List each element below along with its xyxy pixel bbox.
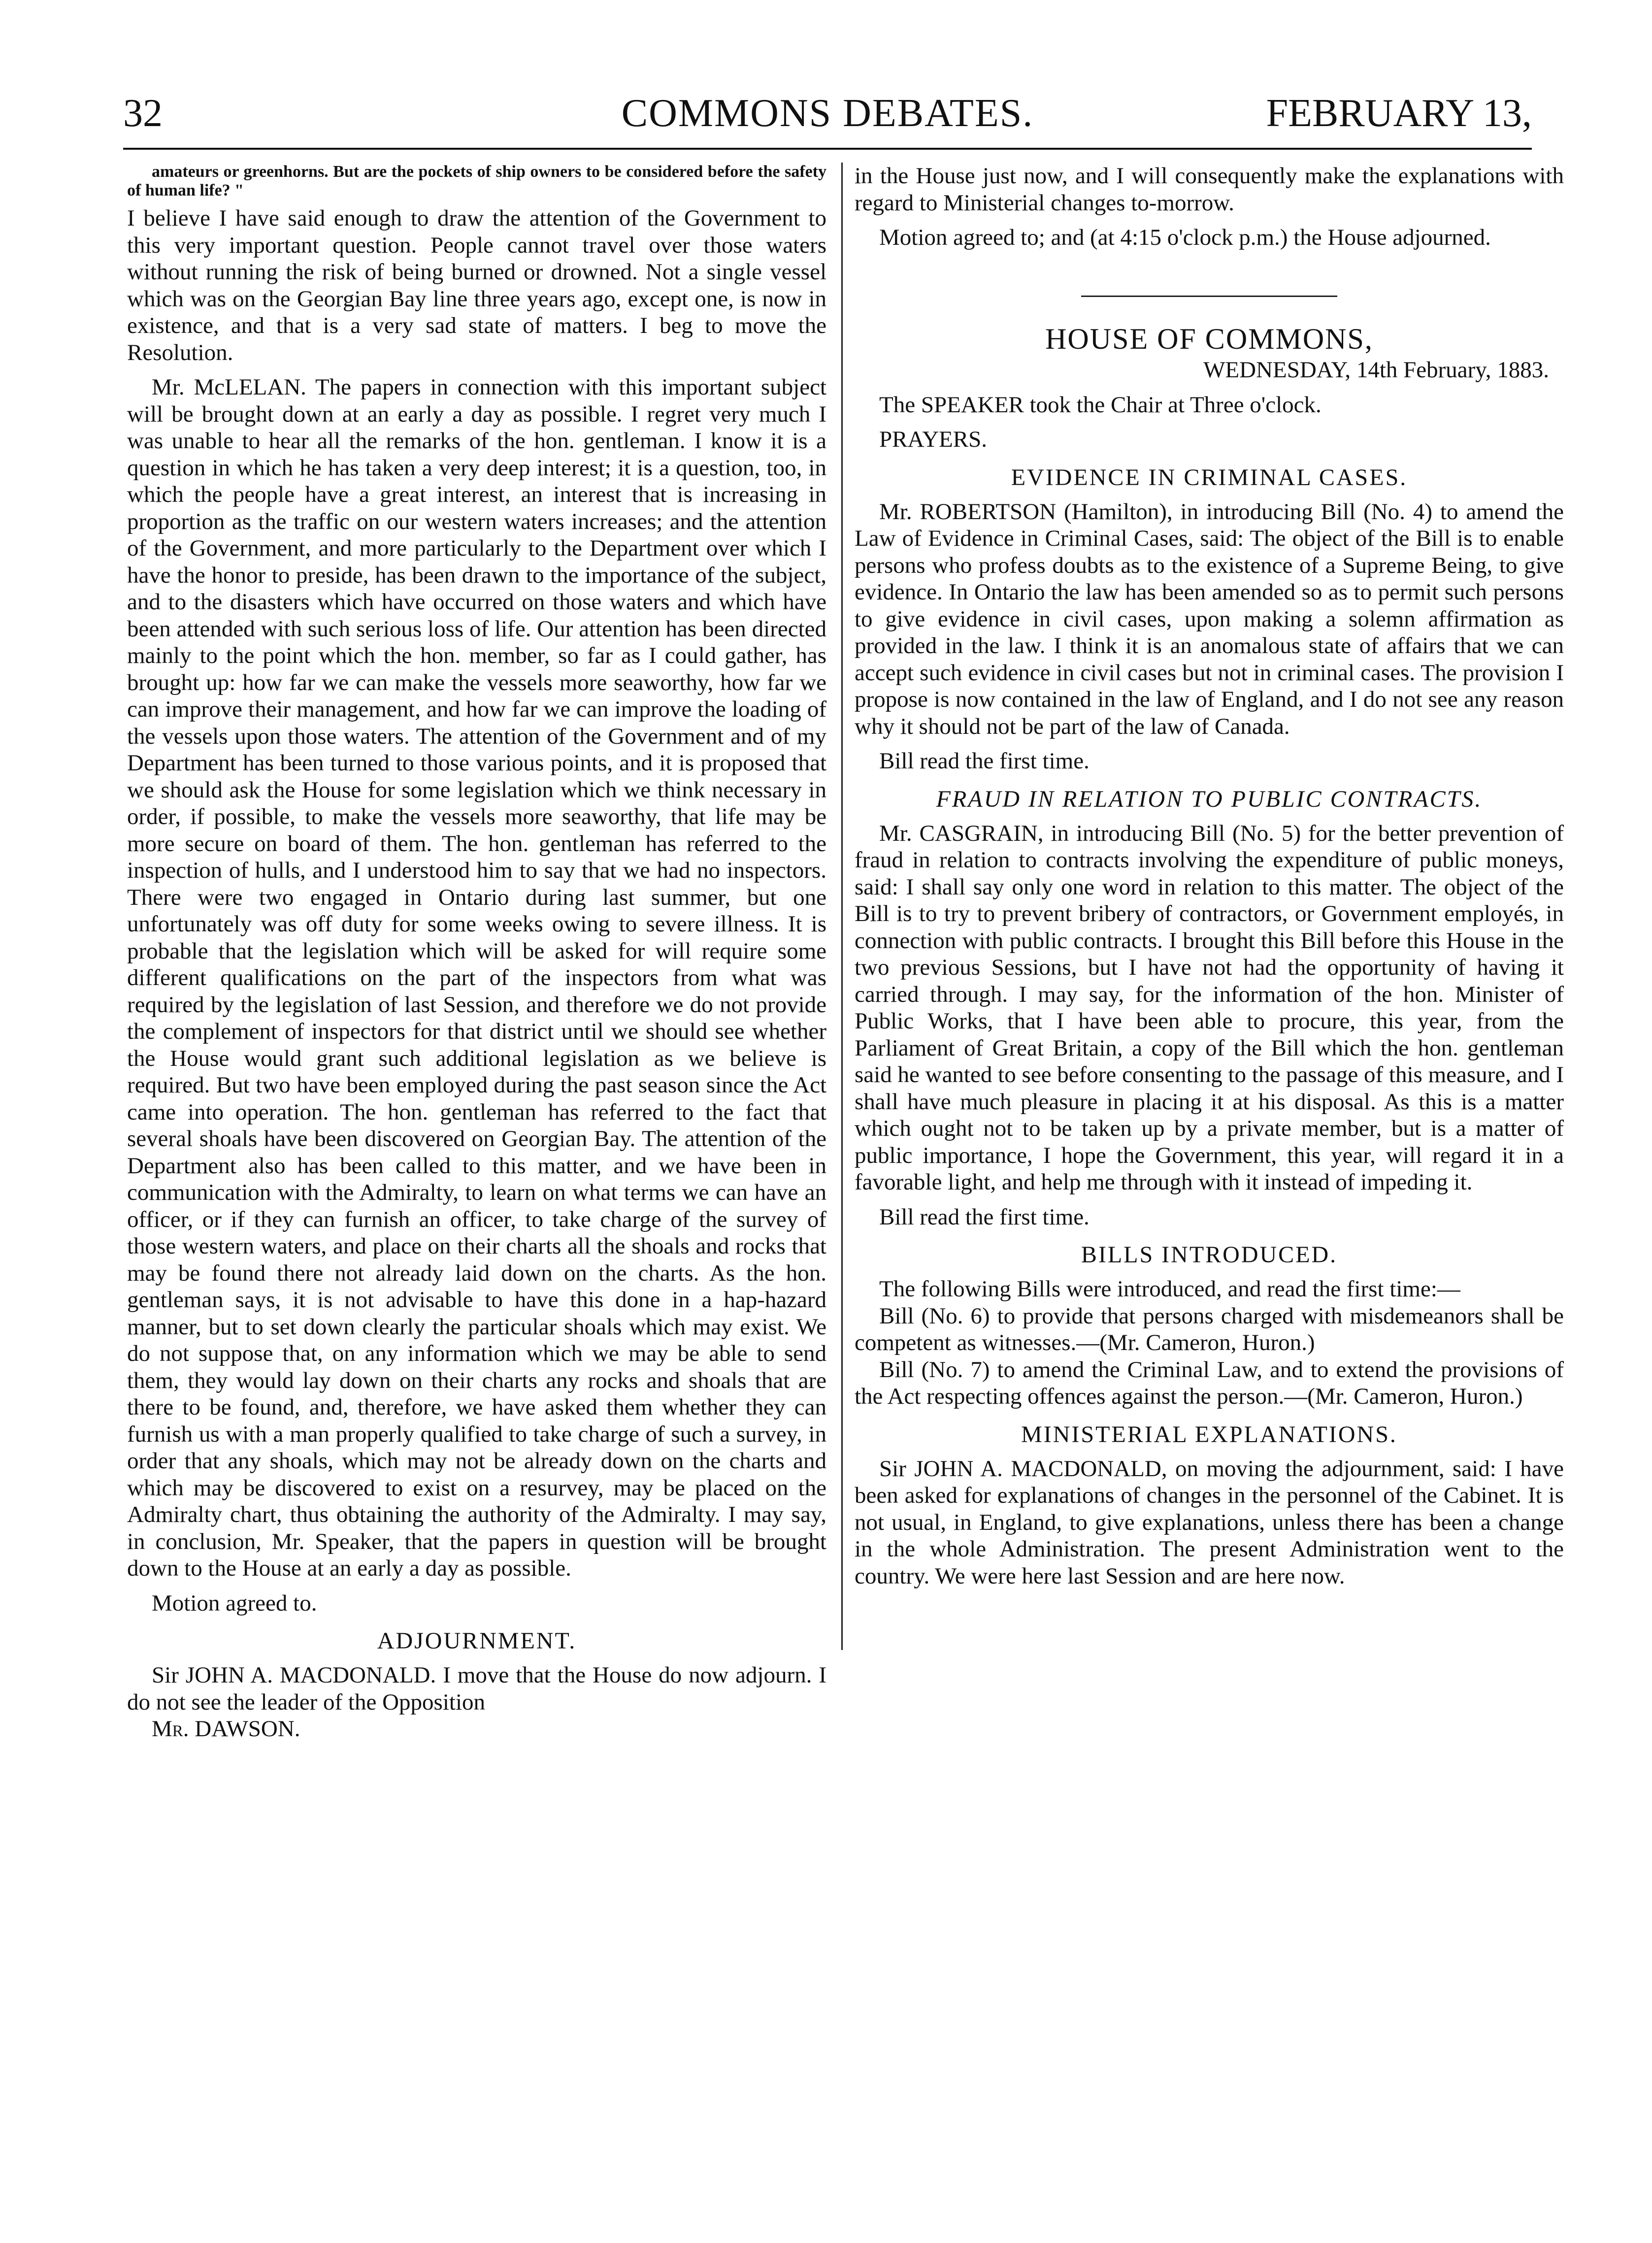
- left-column: [127, 163, 826, 1743]
- section-heading: ADJOURNMENT.: [377, 1628, 577, 1654]
- section-heading: BILLS INTRODUCED.: [1081, 1242, 1338, 1268]
- paragraph: Mr. ROBERTSON (Hamilton), in introducing Bill (No. 4) to amend the Law of Evidence in Criminal Cases, said: The object of the Bill is to enable persons who profess doubts as to the existence of a Supreme Being, to give evidence. In Ontario the law has been amended so as to permit such persons to give evidence in civil cases, upon making a solemn affirmation as provided in the law. I think it is an anomalous state of affairs that we can accept such evidence in civil cases but not in criminal cases. The provision I propose is now contained in the law of England, and I do not see any reason why it should not be part of the law of Canada.: [855, 498, 1564, 739]
- signature: Mr. DAWSON.: [152, 1716, 300, 1742]
- paragraph: Mr. CASGRAIN, in introducing Bill (No. 5) for the better prevention of fraud in relation to contracts involving the expenditure of public moneys, said: I shall say only one word in relation to this matter. The object of the Bill is to try to prevent bribery of contractors, or Government employés, in connection with public contracts. I brought this Bill before this House in the two previous Sessions, but I have not had the opportunity of having it carried through. I may say, for the information of the hon. Minister of Public Works, that I have been able to procure, this year, from the Parliament of Great Britain, a copy of the Bill which the hon. gentleman said he wanted to see before consenting to the passage of this measure, and I shall have much pleasure in placing it at his disposal. As this is a matter which ought not to be taken up by a private member, but is a matter of public importance, I hope the Government, this year, will regard it in a favorable light, and help me through with it instead of impeding it.: [855, 820, 1564, 1195]
- paragraph: Mr. McLELAN. The papers in connection with this important subject will be brought down at an early a day as possible. I regret very much I was unable to hear all the remarks of the hon. gentleman. I know it is a question in which he has taken a very deep interest; it is a question, too, in which the people have a great interest, an interest that is increasing in proportion as the traffic on our western waters increases; and the attention of the Government, and more particularly to the Department over which I have the honor to preside, has been drawn to the importance of the subject, and to the disasters which have occurred on those waters and which have been attended with such serious loss of life. Our attention has been directed mainly to the point which the hon. member, so far as I could gather, has brought up: how far we can make the vessels more seaworthy, how far we can improve their management, and how far we can improve the loading of the vessels upon those waters. The attention of the Government and of my Department has been turned to those various points, and it is proposed that we should ask the House for some legislation which we think necessary in order, if possible, to make the vessels more seaworthy, that life may be more secure on board of them. The hon. gentleman has referred to the inspection of hulls, and I understood him to say that we had no inspectors. There were two engaged in Ontario during last summer, but one unfortunately was off duty for some weeks owing to severe illness. It is probable that the legislation which will be asked for will require some different qualifications on the part of the inspectors from what was required by the legislation of last Session, and therefore we do not provide the complement of inspectors for that district until we should see whether the House would grant such additional legislation as we believe is required. But two have been employed during the past season since the Act came into operation. The hon. gentleman has referred to the fact that several shoals have been discovered on Georgian Bay. The attention of the Department also has been called to this matter, and we have been in communication with the Admiralty, to learn on what terms we can have an officer, or if they can furnish an officer, to take charge of the survey of those western waters, and place on their charts all the shoals and rocks that may be found there not already laid down on the charts. As the hon. gentleman says, it is not advisable to have this done in a hap-hazard manner, but to set down clearly the particular shoals which may exist. We do not suppose that, on any information which we may be able to send them, they would lay down on their charts any rocks and shoals that are there to be found, and, therefore, we have asked them whether they can furnish us with a man properly qualified to take charge of such a survey, in order that any shoals, which may not be already down on the charts and which may be discovered to exist on a resurvey, may be placed on the Admiralty chart, thus obtaining the authority of the Admiralty. I may say, in conclusion, Mr. Speaker, that the papers in question will be brought down to the House at an early a day as possible.: [127, 374, 826, 1581]
- section-heading: FRAUD IN RELATION TO PUBLIC CONTRACTS.: [936, 786, 1483, 812]
- page-title: COMMONS DEBATES.: [621, 92, 1034, 135]
- bill-read: Bill read the first time.: [879, 748, 1090, 774]
- bill-read: Bill read the first time.: [879, 1204, 1090, 1230]
- sitting-date: 14th February, 1883.: [1356, 357, 1549, 383]
- bill-entry: Bill (No. 7) to amend the Criminal Law, and to extend the provisions of the Act respecting offences against the person.—(Mr. Cameron, Huron.): [855, 1356, 1564, 1409]
- quoted-text: amateurs or greenhorns. But are the pockets of ship owners to be considered before the safety of human life? ": [127, 163, 826, 199]
- header-rule: [123, 148, 1532, 150]
- right-column: [855, 163, 1564, 1589]
- paragraph: The following Bills were introduced, and read the first time:—: [879, 1276, 1460, 1302]
- column-divider: [841, 163, 843, 1650]
- motion-result: Motion agreed to; and (at 4:15 o'clock p.m.) the House adjourned.: [879, 225, 1491, 250]
- section-heading: EVIDENCE IN CRIMINAL CASES.: [1011, 464, 1408, 491]
- motion-result: Motion agreed to.: [152, 1590, 317, 1616]
- house-heading: HOUSE OF COMMONS,: [1045, 322, 1373, 355]
- page-number: 32: [123, 92, 163, 135]
- section-heading: MINISTERIAL EXPLANATIONS.: [1021, 1421, 1397, 1448]
- paragraph: I believe I have said enough to draw the attention of the Government to this very important question. People cannot travel over those waters without running the risk of being burned or drowned. Not a single vessel which was on the Georgian Bay line three years ago, except one, is now in existence, and that is a very sad state of matters. I beg to move the Resolution.: [127, 205, 826, 365]
- sitting-day: WEDNESDAY,: [1203, 357, 1351, 383]
- paragraph: Sir JOHN A. MACDONALD. I move that the House do now adjourn. I do not see the leader of the Opposition: [127, 1662, 826, 1715]
- paragraph: Sir JOHN A. MACDONALD, on moving the adjournment, said: I have been asked for explanations of changes in the personnel of the Cabinet. It is not usual, in England, to give explanations, unless there has been a change in the whole Administration. The present Administration went to the country. We were here last Session and are here now.: [855, 1455, 1564, 1589]
- header-date: FEBRUARY 13,: [1266, 92, 1532, 135]
- running-head: [123, 84, 1532, 143]
- prayers: PRAYERS.: [879, 427, 988, 452]
- sitting-date-line: [855, 356, 1564, 384]
- section-rule: [1081, 296, 1337, 297]
- paragraph: in the House just now, and I will consequently make the explanations with regard to Ministerial changes to-morrow.: [855, 163, 1564, 216]
- bill-entry: Bill (No. 6) to provide that persons charged with misdemeanors shall be competent as witnesses.—(Mr. Cameron, Huron.): [855, 1303, 1564, 1355]
- speaker-line: The SPEAKER took the Chair at Three o'clock.: [879, 392, 1322, 418]
